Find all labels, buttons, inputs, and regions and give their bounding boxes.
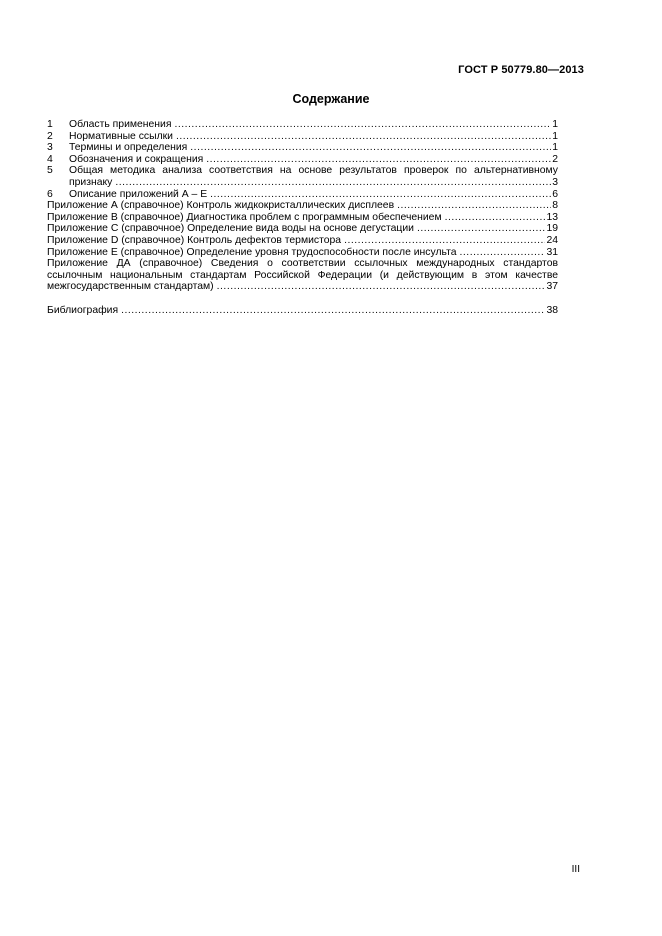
toc-entry-title: Приложение С (справочное) Определение вида воды на основе дегустации	[47, 223, 414, 235]
toc-entry-page: 19	[546, 223, 558, 235]
document-code: ГОСТ Р 50779.80—2013	[458, 64, 584, 76]
toc-entry	[47, 258, 558, 270]
toc-entry-page: 13	[546, 211, 558, 223]
toc-entry-page: 3	[552, 176, 558, 188]
toc-dot-leader	[344, 235, 545, 247]
toc-entry	[47, 142, 558, 154]
toc-entry-title: Приложение Е (справочное) Определение уровня трудоспособности после инсульта	[47, 246, 457, 258]
toc-entry-title: межгосударственным стандартам)	[47, 281, 214, 293]
toc-dot-leader	[121, 305, 545, 317]
toc-entry-title: Нормативные ссылки	[69, 130, 173, 142]
toc-entry	[47, 235, 558, 247]
toc-entry-title: Общая методика анализа соответствия на основе результатов проверок по альтернативному	[69, 165, 558, 177]
toc-dot-leader	[174, 119, 551, 131]
toc-entry-page: 1	[552, 119, 558, 130]
toc-entry-number: 5	[47, 165, 53, 177]
toc-entry-page: 24	[546, 234, 558, 246]
toc-entry	[47, 165, 558, 177]
toc-dot-leader	[210, 189, 551, 201]
page-number: III	[571, 864, 580, 875]
toc-entry-number: 1	[47, 119, 53, 130]
toc-entry-title: Область применения	[69, 119, 172, 130]
toc-entry-title: Приложение В (справочное) Диагностика проблем с программным обеспечением	[47, 211, 442, 223]
toc-dot-leader	[190, 142, 551, 154]
toc-entry-title: Приложение D (справочное) Контроль дефектов термистора	[47, 234, 342, 246]
toc-entry-page: 31	[546, 246, 558, 258]
toc-dot-leader	[460, 247, 546, 259]
toc-entry	[47, 131, 558, 143]
toc-entry	[47, 212, 558, 224]
toc-entry-line	[47, 177, 558, 189]
toc-entry-number: 2	[47, 130, 53, 142]
toc-entry-page: 2	[552, 153, 558, 165]
toc-entry-title: Термины и определения	[69, 142, 188, 154]
toc-entry-number: 4	[47, 153, 53, 165]
toc-dot-leader	[397, 200, 551, 212]
toc-dot-leader	[115, 177, 551, 189]
toc-entry-title: признаку	[69, 176, 113, 188]
toc-entry	[47, 154, 558, 166]
toc-entry-title: Приложение ДА (справочное) Сведения о соответствии ссылочных международных стандартов	[47, 258, 558, 270]
toc-dot-leader	[417, 223, 546, 235]
toc-entry-page: 37	[546, 281, 558, 293]
table-of-contents	[47, 119, 558, 316]
toc-entry-bibliography	[47, 305, 558, 317]
toc-dot-leader	[206, 154, 551, 166]
toc-entry-line	[47, 281, 558, 293]
toc-entry-title: Библиография	[47, 304, 119, 316]
toc-entry-page: 6	[552, 188, 558, 200]
toc-entry-page: 8	[552, 200, 558, 212]
toc-entry-title: Обозначения и сокращения	[69, 153, 204, 165]
toc-entry-number: 6	[47, 188, 53, 200]
toc-entry	[47, 119, 558, 131]
toc-entry-line	[47, 270, 558, 282]
toc-entry-page: 1	[552, 130, 558, 142]
toc-entry-title: ссылочным национальным стандартам Российской Федерации (и действующим в этом качестве	[47, 269, 558, 281]
toc-entry-page: 38	[546, 304, 558, 316]
toc-entry-title: Описание приложений А – Е	[69, 188, 208, 200]
toc-entry	[47, 200, 558, 212]
toc-entry	[47, 223, 558, 235]
toc-title: Содержание	[292, 92, 370, 106]
toc-entry	[47, 247, 558, 259]
toc-entry-title: Приложение А (справочное) Контроль жидкокристаллических дисплеев	[47, 200, 395, 212]
toc-entry-number: 3	[47, 142, 53, 154]
toc-dot-leader	[217, 281, 546, 293]
toc-dot-leader	[176, 131, 551, 143]
toc-entry	[47, 189, 558, 201]
toc-entry-page: 1	[552, 142, 558, 154]
toc-spacer	[47, 293, 558, 305]
toc-dot-leader	[445, 212, 546, 224]
